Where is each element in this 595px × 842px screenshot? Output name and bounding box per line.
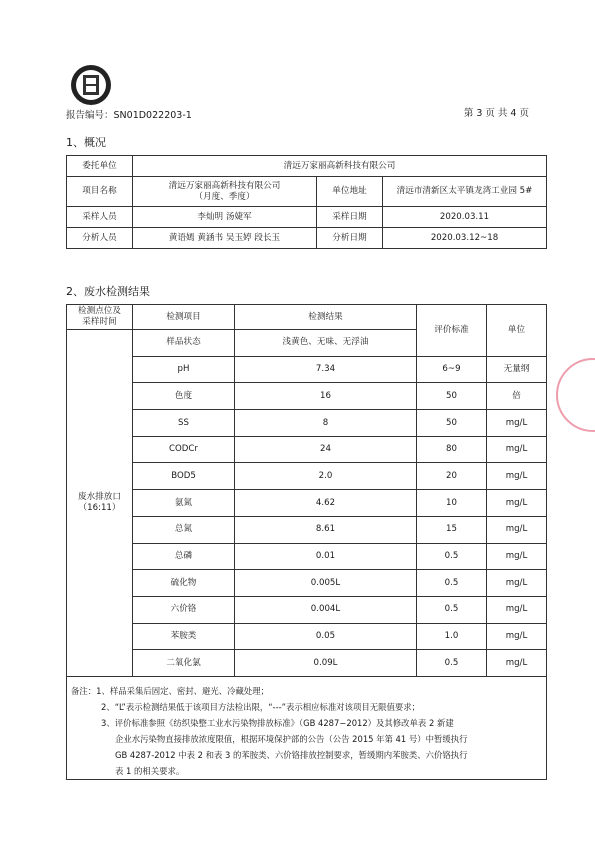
- unit-cell: mg/L: [487, 490, 547, 517]
- sample-date-value: 2020.03.11: [383, 207, 547, 228]
- unit-cell: 倍: [487, 383, 547, 410]
- result-cell: 16: [235, 383, 417, 410]
- report-number: [66, 107, 192, 121]
- standard-cell: 0.5: [417, 596, 487, 623]
- result-cell: 0.005L: [235, 570, 417, 597]
- standard-cell: 1.0: [417, 623, 487, 650]
- result-cell: 4.62: [235, 490, 417, 517]
- standard-cell: 0.5: [417, 570, 487, 597]
- table-row: [67, 436, 547, 463]
- standard-cell: 0.5: [417, 543, 487, 570]
- note-1: 1、样品采集后固定、密封、避光、冷藏处理；: [96, 685, 269, 696]
- notes-cell: [67, 676, 547, 779]
- wastewater-results-table: [66, 304, 547, 780]
- notes-label: 备注：: [71, 685, 97, 696]
- project-label: 项目名称: [67, 177, 133, 207]
- result-cell: 0.05: [235, 623, 417, 650]
- report-number-value: SN01D022203-1: [113, 110, 192, 121]
- note-3-line1: 3、评价标准参照《纺织染整工业水污染物排放标准》（GB 4287−2012）及其修改单表 2 新建: [101, 717, 454, 728]
- result-cell: 0.09L: [235, 650, 417, 677]
- table-row: [67, 650, 547, 677]
- sample-date-label: 采样日期: [317, 207, 383, 228]
- address-label: 单位地址: [317, 177, 383, 207]
- unit-cell: 无量纲: [487, 356, 547, 383]
- result-cell: 24: [235, 436, 417, 463]
- item-cell: CODCr: [133, 436, 235, 463]
- overview-table: [66, 155, 547, 249]
- item-cell: 总磷: [133, 543, 235, 570]
- location-line2: （16:11）: [78, 502, 121, 513]
- seal-stamp-icon: [556, 358, 595, 432]
- table-row: [67, 543, 547, 570]
- item-cell: pH: [133, 356, 235, 383]
- item-cell: 苯胺类: [133, 623, 235, 650]
- standard-cell: 20: [417, 463, 487, 490]
- project-value: [133, 177, 317, 207]
- analysis-date-value: 2020.03.12~18: [383, 228, 547, 249]
- client-label: 委托单位: [67, 156, 133, 177]
- item-cell: 总氮: [133, 516, 235, 543]
- item-cell: SS: [133, 410, 235, 437]
- standard-cell: 15: [417, 516, 487, 543]
- table-row: [67, 570, 547, 597]
- unit-cell: mg/L: [487, 596, 547, 623]
- page-indicator: 第 3 页 共 4 页: [463, 108, 529, 119]
- location-cell: [67, 330, 133, 677]
- analyst-value: 黄语嫣 黄涵书 吴玉婷 段长玉: [133, 228, 317, 249]
- standard-cell: 50: [417, 383, 487, 410]
- location-header-line2: 采样时间: [82, 317, 117, 327]
- item-cell: 硫化物: [133, 570, 235, 597]
- table-row: [67, 410, 547, 437]
- result-cell: 2.0: [235, 463, 417, 490]
- note-3-line4: 表 1 的相关要求。: [115, 765, 185, 776]
- standard-cell: 80: [417, 436, 487, 463]
- standard-cell: 10: [417, 490, 487, 517]
- sample-state-label: 样品状态: [133, 330, 235, 357]
- unit-cell: mg/L: [487, 543, 547, 570]
- analysis-date-label: 分析日期: [317, 228, 383, 249]
- report-number-label: 报告编号：: [66, 110, 114, 121]
- unit-cell: mg/L: [487, 650, 547, 677]
- sample-state-value: 浅黄色、无味、无浮油: [235, 330, 417, 357]
- table-row: [67, 490, 547, 517]
- unit-cell: mg/L: [487, 436, 547, 463]
- unit-cell: mg/L: [487, 516, 547, 543]
- section2-title: 2、废水检测结果: [66, 285, 150, 298]
- analyst-label: 分析人员: [67, 228, 133, 249]
- standard-cell: 50: [417, 410, 487, 437]
- section1-title: 1、概况: [66, 136, 106, 149]
- project-sub: （月度、季度）: [194, 191, 255, 202]
- address-value: 清远市清新区太平镇龙湾工业园 5#: [383, 177, 547, 207]
- result-cell: 8: [235, 410, 417, 437]
- sampler-value: 李灿明 汤婕军: [133, 207, 317, 228]
- standard-cell: 6~9: [417, 356, 487, 383]
- unit-cell: mg/L: [487, 623, 547, 650]
- location-header: [67, 305, 133, 330]
- project-name: 清远万家丽高新科技有限公司: [168, 180, 281, 191]
- result-cell: 8.61: [235, 516, 417, 543]
- table-row: [67, 516, 547, 543]
- location-line1: 废水排放口: [78, 492, 121, 503]
- result-cell: 7.34: [235, 356, 417, 383]
- item-cell: 六价铬: [133, 596, 235, 623]
- result-cell: 0.004L: [235, 596, 417, 623]
- result-header: 检测结果: [235, 305, 417, 330]
- unit-cell: mg/L: [487, 463, 547, 490]
- note-2: 2、“L”表示检测结果低于该项目方法检出限，“---”表示相应标准对该项目无限值要求；: [101, 701, 420, 712]
- item-cell: 氨氮: [133, 490, 235, 517]
- location-header-line1: 检测点位及: [78, 306, 121, 317]
- unit-cell: mg/L: [487, 570, 547, 597]
- table-row: [67, 356, 547, 383]
- unit-header: 单位: [487, 305, 547, 357]
- table-row: [67, 596, 547, 623]
- note-3-line3: GB 4287-2012 中表 2 和表 3 的苯胺类、六价铬排放控制要求，暂缓期内苯胺类、六价铬执行: [115, 749, 468, 760]
- sampler-label: 采样人员: [67, 207, 133, 228]
- note-3-line2: 企业水污染物直接排放浓度限值，根据环境保护部的公告（公告 2015 年第 41 号）中暂缓执行: [115, 733, 468, 744]
- item-cell: 色度: [133, 383, 235, 410]
- result-cell: 0.01: [235, 543, 417, 570]
- item-cell: BOD5: [133, 463, 235, 490]
- company-logo-icon: [70, 64, 112, 106]
- table-row: [67, 383, 547, 410]
- table-row: [67, 463, 547, 490]
- unit-cell: mg/L: [487, 410, 547, 437]
- standard-cell: 0.5: [417, 650, 487, 677]
- item-header: 检测项目: [133, 305, 235, 330]
- item-cell: 二氧化氯: [133, 650, 235, 677]
- client-value: 清远万家丽高新科技有限公司: [133, 156, 547, 177]
- standard-header: 评价标准: [417, 305, 487, 357]
- table-row: [67, 623, 547, 650]
